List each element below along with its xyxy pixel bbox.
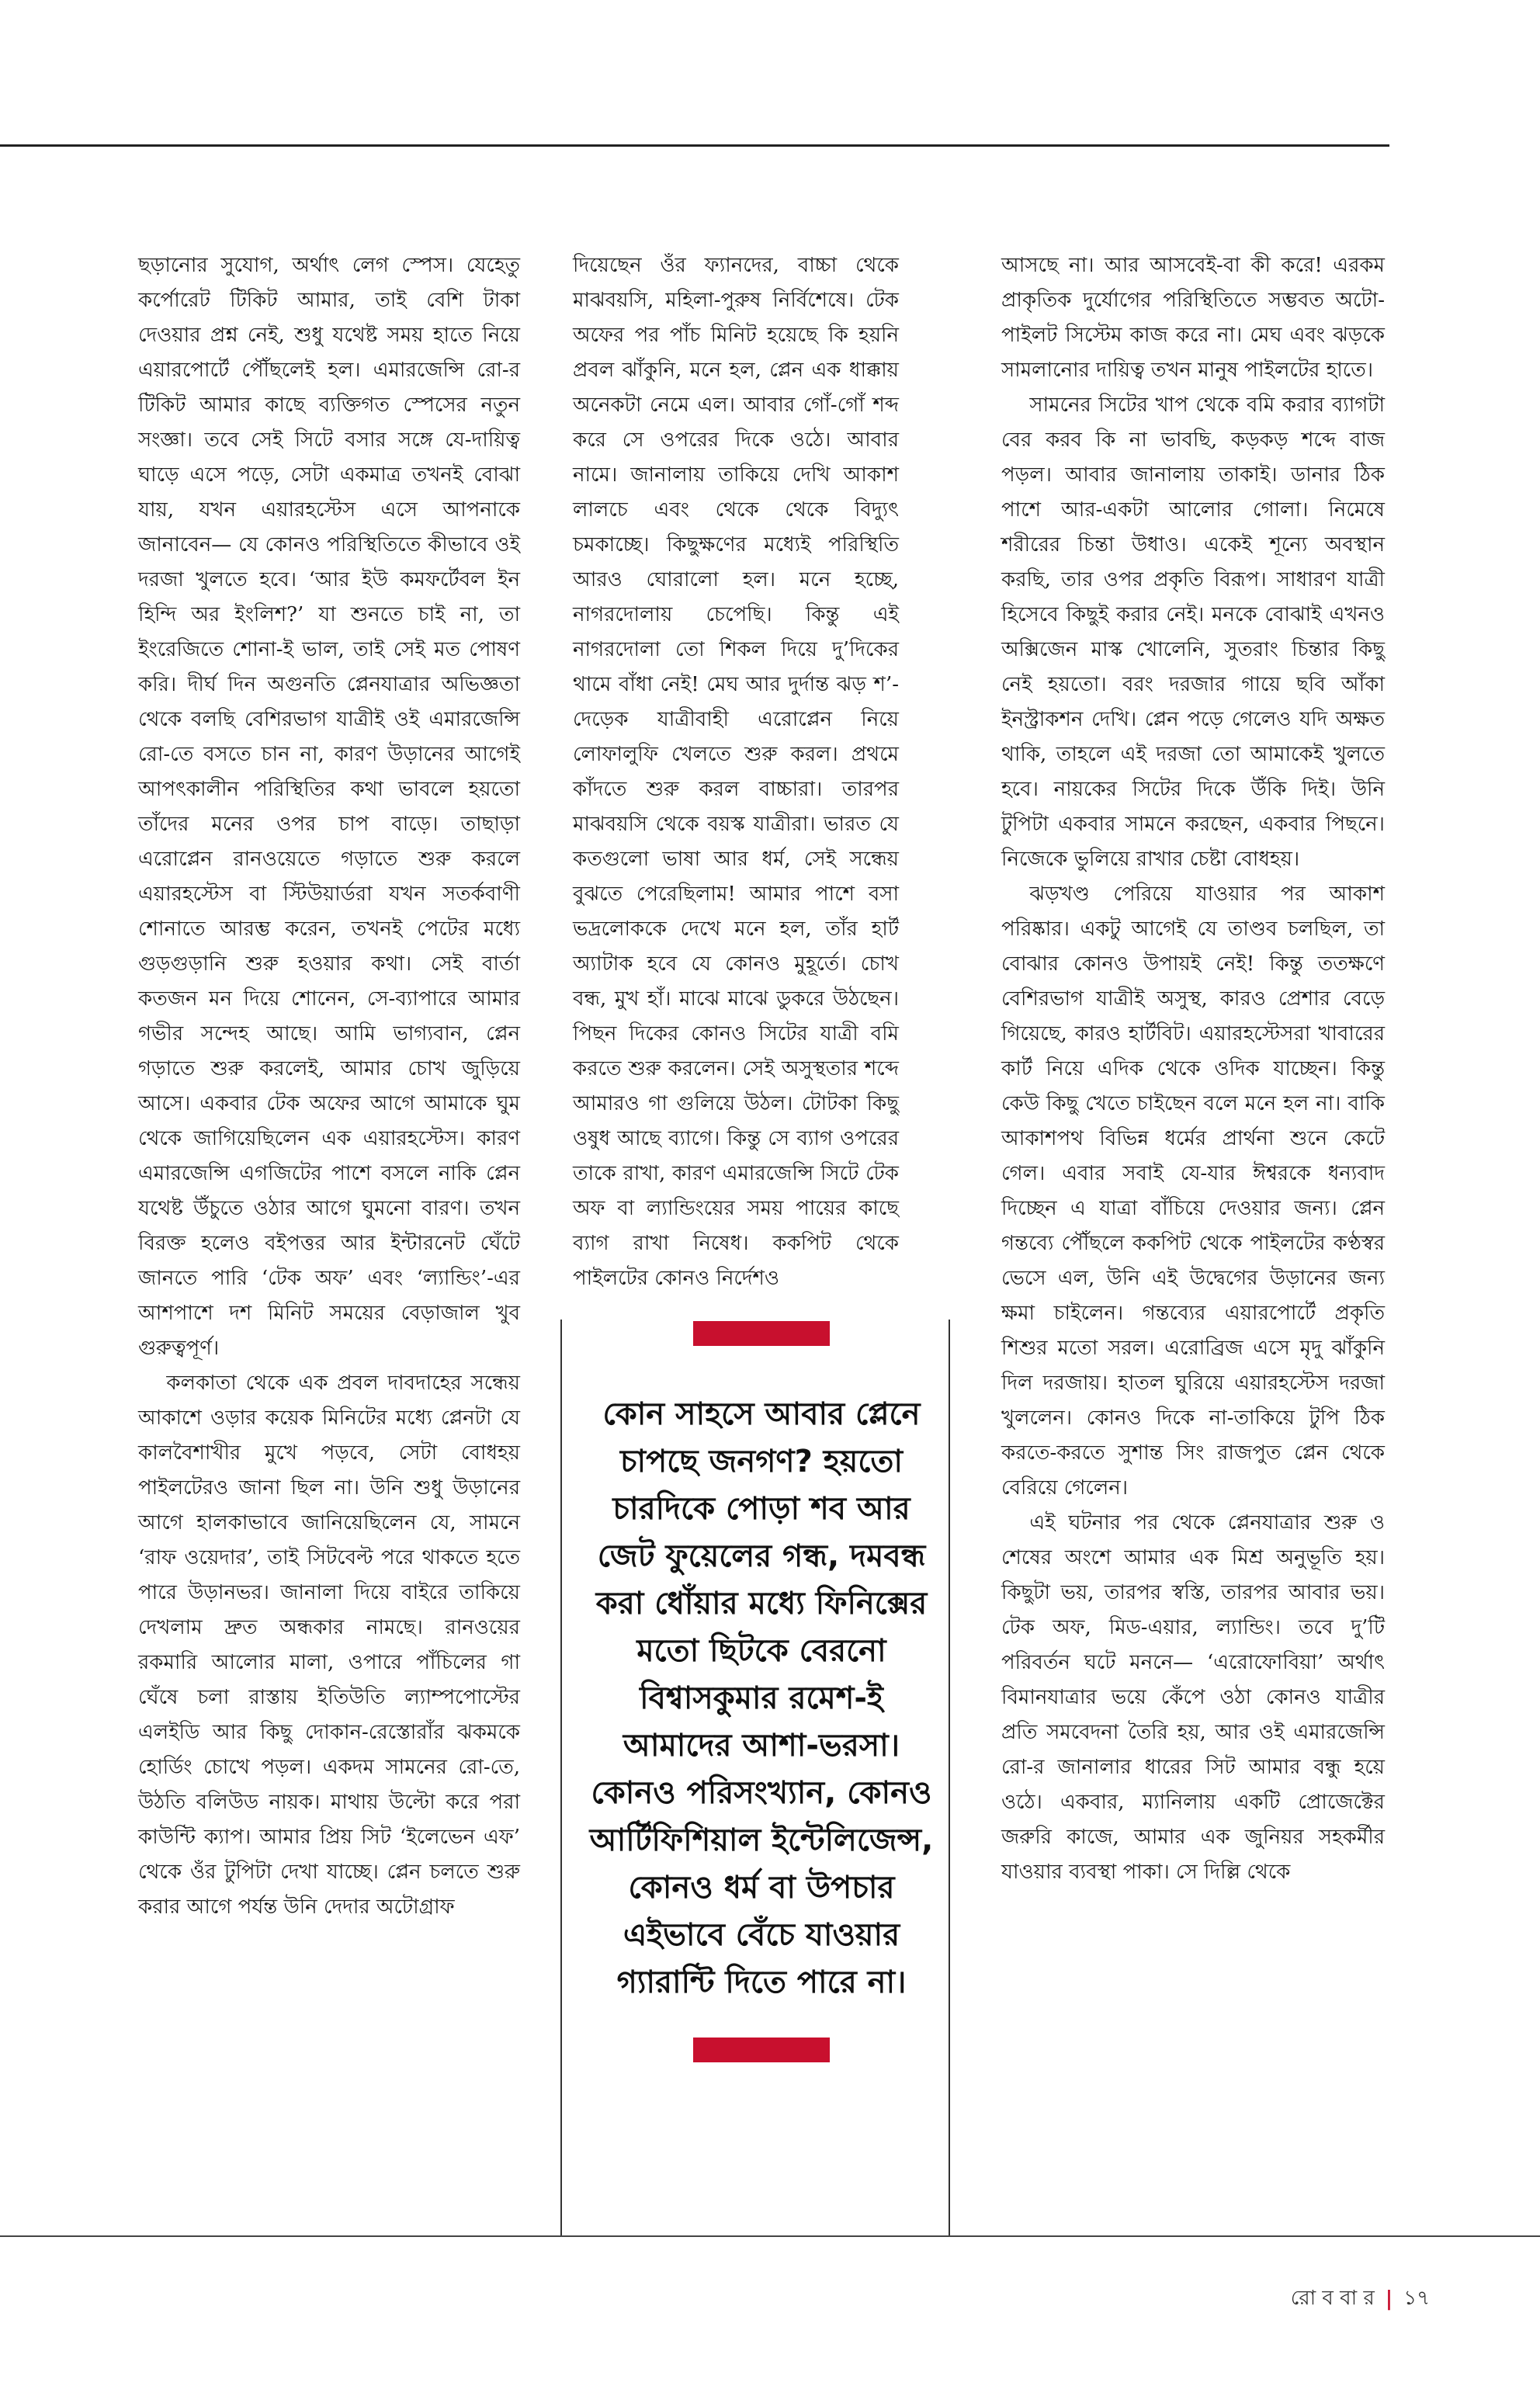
page-number: ১৭ — [1403, 2287, 1430, 2310]
pull-quote-top-bar — [693, 1321, 830, 1346]
pull-quote-divider-right — [949, 1320, 950, 2235]
pull-quote — [576, 1321, 947, 2062]
paragraph: ছড়ানোর সুযোগ, অর্থাৎ লেগ স্পেস। যেহেতু কর্পোরেট টিকিট আমার, তাই বেশি টাকা দেওয়ার প্রশ্ন নেই, শুধু যথেষ্ট সময় হাতে নিয়ে এয়ারপোর্টে পৌঁছলেই হল। এমারজেন্সি রো-র টিকিট আমার কাছে ব্যক্তিগত স্পেসের নতুন সংজ্ঞা। তবে সেই সিটে বসার সঙ্গে যে-দায়িত্ব ঘাড়ে এসে পড়ে, সেটা একমাত্র তখনই বোঝা যায়, যখন এয়ারহস্টেস এসে আপনাকে জানাবেন— যে কোনও পরিস্থিতিতে কীভাবে ওই দরজা খুলতে হবে। ‘আর ইউ কমফর্টেবল ইন হিন্দি অর ইংলিশ?’ যা শুনতে চাই না, তা ইংরেজিতে শোনা-ই ভাল, তাই সেই মত পোষণ করি। দীর্ঘ দিন অগুনতি প্লেনযাত্রার অভিজ্ঞতা থেকে বলছি বেশিরভাগ যাত্রীই ওই এমারজেন্সি রো-তে বসতে চান না, কারণ উড়ানের আগেই আপৎকালীন পরিস্থিতির কথা ভাবলে হয়তো তাঁদের মনের ওপর চাপ বাড়ে। তাছাড়া এরোপ্লেন রানওয়েতে গড়াতে শুরু করলে এয়ারহস্টেস বা স্টিউয়ার্ডরা যখন সতর্কবাণী শোনাতে আরম্ভ করেন, তখনই পেটের মধ্যে গুড়গুড়ানি শুরু হওয়ার কথা। সেই বার্তা কতজন মন দিয়ে শোনেন, সে-ব্যাপারে আমার গভীর সন্দেহ আছে। আমি ভাগ্যবান, প্লেন গড়াতে শুরু করলেই, আমার চোখ জুড়িয়ে আসে। একবার টেক অফের আগে আমাকে ঘুম থেকে জাগিয়েছিলেন এক এয়ারহস্টেস। কারণ এমারজেন্সি এগজিটের পাশে বসলে নাকি প্লেন যথেষ্ট উঁচুতে ওঠার আগে ঘুমনো বারণ। তখন বিরক্ত হলেও বইপত্তর আর ইন্টারনেট ঘেঁটে জানতে পারি ‘টেক অফ’ এবং ‘ল্যান্ডিং’-এর আশপাশে দশ মিনিট সময়ের বেড়াজাল খুব গুরুত্বপূর্ণ। — [138, 254, 520, 1360]
paragraph: এই ঘটনার পর থেকে প্লেনযাত্রার শুরু ও শেষের অংশে আমার এক মিশ্র অনুভূতি হয়। কিছুটা ভয়, তারপর স্বস্তি, তারপর আবার ভয়। টেক অফ, মিড-এয়ার, ল্যান্ডিং। তবে দু’টি পরিবর্তন ঘটে মননে— ‘এরোফোবিয়া’ অর্থাৎ বিমানযাত্রার ভয়ে কেঁপে ওঠা কোনও যাত্রীর প্রতি সমবেদনা তৈরি হয়, আর ওই এমারজেন্সি রো-র জানালার ধারের সিট আমার বন্ধু হয়ে ওঠে। একবার, ম্যানিলায় একটি প্রোজেক্টের জরুরি কাজে, আমার এক জুনিয়র সহকর্মীর যাওয়ার ব্যবস্থা পাকা। সে দিল্লি থেকে — [1001, 1511, 1385, 1884]
footer-separator: | — [1385, 2287, 1393, 2311]
paragraph: সামনের সিটের খাপ থেকে বমি করার ব্যাগটা বের করব কি না ভাবছি, কড়কড় শব্দে বাজ পড়ল। আবার জানালায় তাকাই। ডানার ঠিক পাশে আর-একটা আলোর গোলা। নিমেষে শরীরের চিন্তা উধাও। একেই শূন্যে অবস্থান করছি, তার ওপর প্রকৃতি বিরূপ। সাধারণ যাত্রী হিসেবে কিছুই করার নেই। মনকে বোঝাই এখনও অক্সিজেন মাস্ক খোলেনি, সুতরাং চিন্তার কিছু নেই হয়তো। বরং দরজার গায়ে ছবি আঁকা ইনস্ট্রাকশন দেখি। প্লেন পড়ে গেলেও যদি অক্ষত থাকি, তাহলে এই দরজা তো আমাকেই খুলতে হবে। নায়কের সিটের দিকে উঁকি দিই। উনি টুপিটা একবার সামনে করছেন, একবার পিছনে। নিজেকে ভুলিয়ে রাখার চেষ্টা বোধহয়। — [1001, 394, 1385, 871]
text-column-1 — [138, 248, 520, 1925]
pull-quote-text: কোন সাহসে আবার প্লেনে চাপছে জনগণ? হয়তো চারদিকে পোড়া শব আর জেট ফুয়েলের গন্ধ, দমবন্ধ করা ধোঁয়ার মধ্যে ফিনিক্সের মতো ছিটকে বেরনো বিশ্বাসকুমার রমেশ-ই আমাদের আশা-ভরসা। কোনও পরিসংখ্যান, কোনও আর্টিফিশিয়াল ইন্টেলিজেন্স, কোনও ধর্ম বা উপচার এইভাবে বেঁচে যাওয়ার গ্যারান্টি দিতে পারে না। — [589, 1396, 934, 2000]
bottom-rule — [0, 2235, 1540, 2237]
paragraph: দিয়েছেন ওঁর ফ্যানদের, বাচ্চা থেকে মাঝবয়সি, মহিলা-পুরুষ নির্বিশেষে। টেক অফের পর পাঁচ মিনিট হয়েছে কি হয়নি প্রবল ঝাঁকুনি, মনে হল, প্লেন এক ধাক্কায় অনেকটা নেমে এল। আবার গোঁ-গোঁ শব্দ করে সে ওপরের দিকে ওঠে। আবার নামে। জানালায় তাকিয়ে দেখি আকাশ লালচে এবং থেকে থেকে বিদ্যুৎ চমকাচ্ছে। কিছুক্ষণের মধ্যেই পরিস্থিতি আরও ঘোরালো হল। মনে হচ্ছে, নাগরদোলায় চেপেছি। কিন্তু এই নাগরদোলা তো শিকল দিয়ে দু’দিকের থামে বাঁধা নেই! মেঘ আর দুর্দান্ত ঝড় শ’-দেড়েক যাত্রীবাহী এরোপ্লেন নিয়ে লোফালুফি খেলতে শুরু করল। প্রথমে কাঁদতে শুরু করল বাচ্চারা। তারপর মাঝবয়সি থেকে বয়স্ক যাত্রীরা। ভারত যে কতগুলো ভাষা আর ধর্ম, সেই সন্ধেয় বুঝতে পেরেছিলাম! আমার পাশে বসা ভদ্রলোককে দেখে মনে হল, তাঁর হার্ট অ্যাটাক হবে যে কোনও মুহূর্তে। চোখ বন্ধ, মুখ হাঁ। মাঝে মাঝে ডুকরে উঠছেন। পিছন দিকের কোনও সিটের যাত্রী বমি করতে শুরু করলেন। সেই অসুস্থতার শব্দে আমারও গা গুলিয়ে উঠল। টোটকা কিছু ওষুধ আছে ব্যাগে। কিন্তু সে ব্যাগ ওপরের তাকে রাখা, কারণ এমারজেন্সি সিটে টেক অফ বা ল্যান্ডিংয়ের সময় পায়ের কাছে ব্যাগ রাখা নিষেধ। ককপিট থেকে পাইলটের কোনও নির্দেশও — [573, 254, 899, 1290]
text-column-3 — [1001, 248, 1385, 1890]
paragraph: কলকাতা থেকে এক প্রবল দাবদাহের সন্ধেয় আকাশে ওড়ার কয়েক মিনিটের মধ্যে প্লেনটা যে কালবৈশাখীর মুখে পড়বে, সেটা বোধহয় পাইলটেরও জানা ছিল না। উনি শুধু উড়ানের আগে হালকাভাবে জানিয়েছিলেন যে, সামনে ‘রাফ ওয়েদার’, তাই সিটবেল্ট পরে থাকতে হতে পারে উড়ানভর। জানালা দিয়ে বাইরে তাকিয়ে দেখলাম দ্রুত অন্ধকার নামছে। রানওয়ের রকমারি আলোর মালা, ওপারে পাঁচিলের গা ঘেঁষে চলা রাস্তায় ইতিউতি ল্যাম্পপোস্টের এলইডি আর কিছু দোকান-রেস্তোরাঁর ঝকমকে হোর্ডিং চোখে পড়ল। একদম সামনের রো-তে, উঠতি বলিউড নায়ক। মাথায় উল্টো করে পরা কাউন্টি ক্যাপ। আমার প্রিয় সিট ‘ইলেভেন এফ’ থেকে ওঁর টুপিটা দেখা যাচ্ছে। প্লেন চলতে শুরু করার আগে পর্যন্ত উনি দেদার অটোগ্রাফ — [138, 1372, 520, 1919]
page-footer — [1291, 2282, 1430, 2316]
publication-name: রো ব বা র — [1290, 2287, 1375, 2310]
paragraph: ঝড়খণ্ড পেরিয়ে যাওয়ার পর আকাশ পরিষ্কার। একটু আগেই যে তাণ্ডব চলছিল, তা বোঝার কোনও উপায়ই নেই! কিন্তু ততক্ষণে বেশিরভাগ যাত্রীই অসুস্থ, কারও প্রেশার বেড়ে গিয়েছে, কারও হার্টবিট। এয়ারহস্টেসরা খাবারের কার্ট নিয়ে এদিক থেকে ওদিক যাচ্ছেন। কিন্তু কেউ কিছু খেতে চাইছেন বলে মনে হল না। বাকি আকাশপথ বিভিন্ন ধর্মের প্রার্থনা শুনে কেটে গেল। এবার সবাই যে-যার ঈশ্বরকে ধন্যবাদ দিচ্ছেন এ যাত্রা বাঁচিয়ে দেওয়ার জন্য। প্লেন গন্তব্যে পৌঁছলে ককপিট থেকে পাইলটের কণ্ঠস্বর ভেসে এল, উনি এই উদ্বেগের উড়ানের জন্য ক্ষমা চাইলেন। গন্তব্যের এয়ারপোর্টে প্রকৃতি শিশুর মতো সরল। এরোব্রিজ এসে মৃদু ঝাঁকুনি দিল দরজায়। হাতল ঘুরিয়ে এয়ারহস্টেস দরজা খুললেন। কোনও দিকে না-তাকিয়ে টুপি ঠিক করতে-করতে সুশান্ত সিং রাজপুত প্লেন থেকে বেরিয়ে গেলেন। — [1001, 883, 1385, 1500]
text-column-2 — [573, 248, 899, 1296]
paragraph: আসছে না। আর আসবেই-বা কী করে! এরকম প্রাকৃতিক দুর্যোগের পরিস্থিতিতে সম্ভবত অটো-পাইলট সিস্টেম কাজ করে না। মেঘ এবং ঝড়কে সামলানোর দায়িত্ব তখন মানুষ পাইলটের হাতে। — [1001, 254, 1385, 382]
pull-quote-bottom-bar — [693, 2038, 830, 2062]
top-rule — [0, 144, 1389, 147]
pull-quote-divider-left — [560, 1320, 562, 2235]
